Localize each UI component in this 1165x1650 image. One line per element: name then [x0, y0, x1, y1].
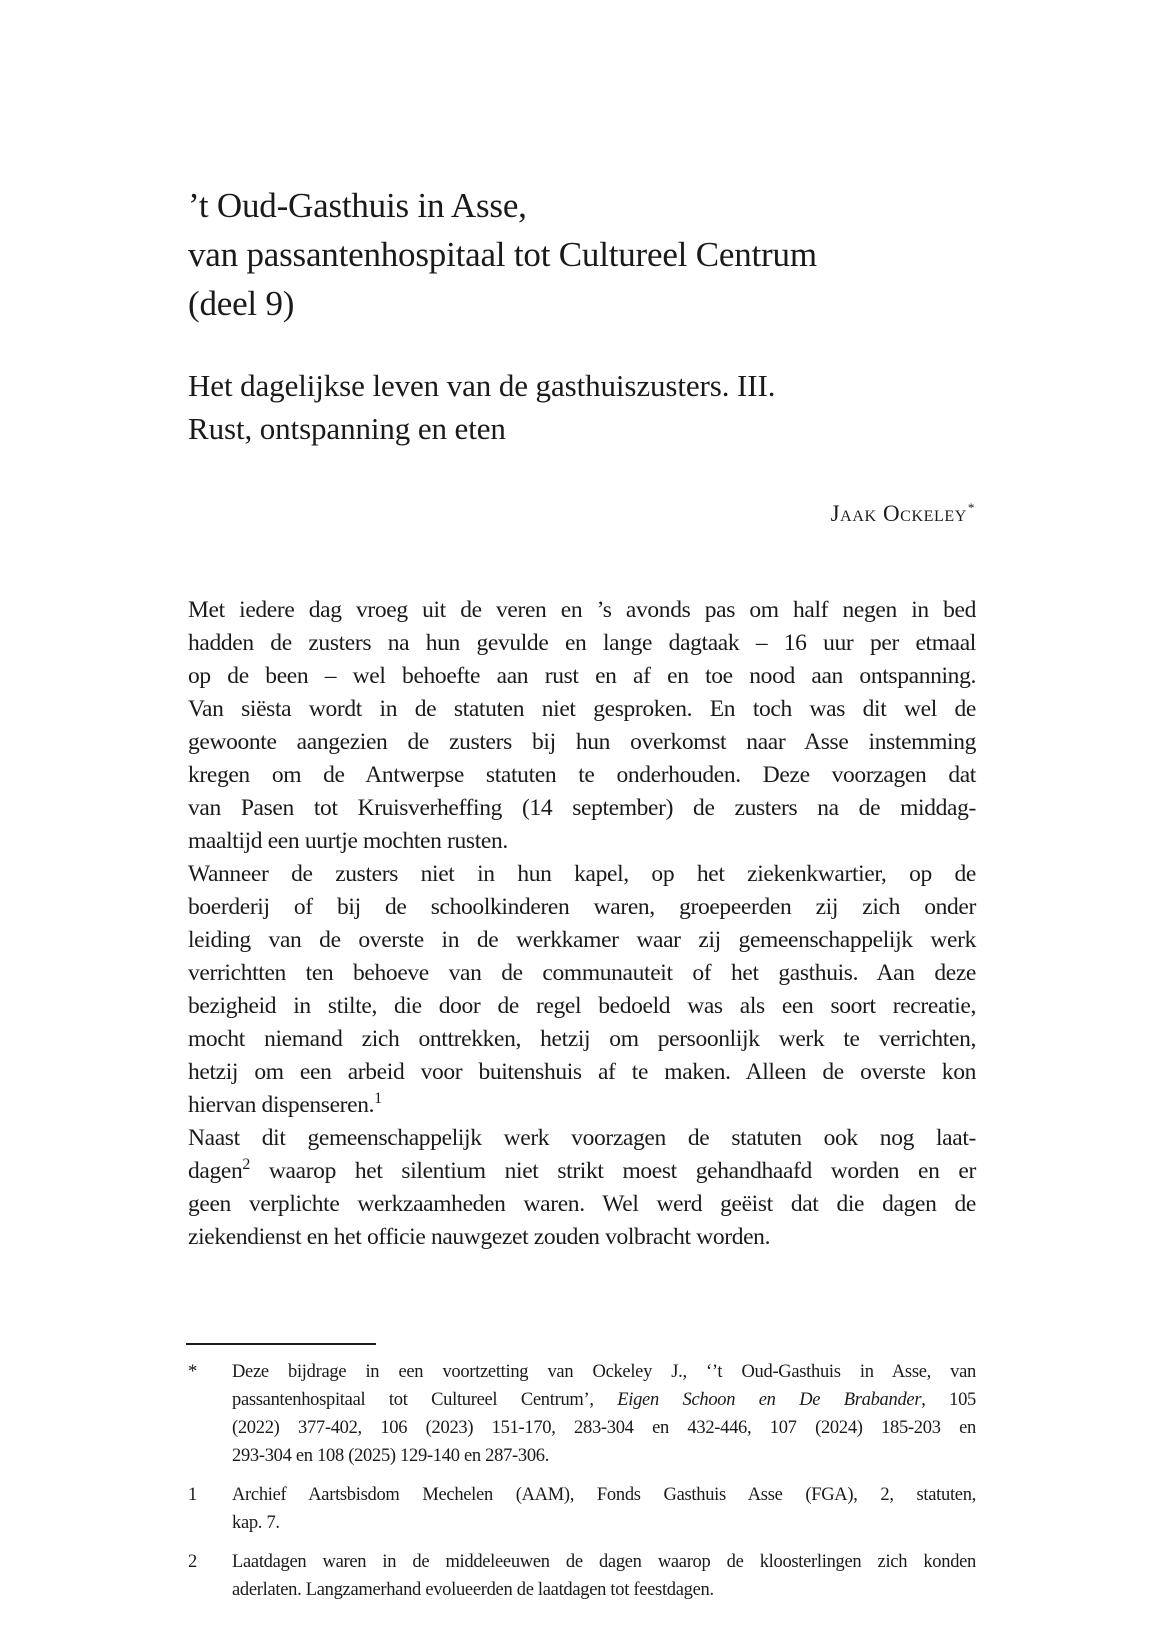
- title-line-3: (deel 9): [188, 284, 295, 323]
- body-line-text: dagen: [188, 1158, 243, 1184]
- body-line-text: waarop het silentium niet strikt moest gehandhaafd worden en er: [250, 1158, 976, 1184]
- body-line: verrichtten ten behoeve van de communauteit of het gasthuis. Aan deze: [188, 960, 976, 986]
- journal-title: Eigen Schoon en De Brabander: [617, 1390, 922, 1410]
- subtitle-line-2: Rust, ontspanning en eten: [188, 411, 506, 446]
- body-line: maaltijd een uurtje mochten rusten.: [188, 828, 508, 854]
- body-line: [188, 1155, 976, 1188]
- footnote-separator: [186, 1343, 376, 1345]
- footnote-ref-1[interactable]: 1: [374, 1090, 382, 1107]
- body-line: Met iedere dag vroeg uit de veren en ’s avonds pas om half negen in bed: [188, 597, 976, 623]
- body-line: hadden de zusters na hun gevulde en lange dagtaak – 16 uur per etmaal: [188, 630, 976, 656]
- footnote-line: 293-304 en 108 (2025) 129-140 en 287-306.: [232, 1446, 550, 1466]
- body-line: Van siësta wordt in de statuten niet gesproken. En toch was dit wel de: [188, 696, 976, 722]
- footnote-line: (2022) 377-402, 106 (2023) 151-170, 283-304 en 432-446, 107 (2024) 185-203 en: [232, 1418, 976, 1438]
- author-name: Jaak Ockeley: [830, 501, 967, 526]
- body-line: Wanneer de zusters niet in hun kapel, op het ziekenkwartier, op de: [188, 861, 976, 887]
- body-line: gewoonte aangezien de zusters bij hun overkomst naar Asse instemming: [188, 729, 976, 755]
- footnote-line: Laatdagen waren in de middeleeuwen de dagen waarop de kloosterlingen zich konden: [232, 1552, 976, 1572]
- body-line: leiding van de overste in de werkkamer waar zij gemeenschappelijk werk: [188, 927, 976, 953]
- title-line-2: van passantenhospitaal tot Cultureel Centrum: [188, 235, 817, 274]
- author-byline: [831, 500, 975, 528]
- footnote-ref-2[interactable]: 2: [242, 1156, 251, 1173]
- footnote-line: kap. 7.: [232, 1513, 280, 1533]
- footnote-text: , 105: [921, 1390, 976, 1410]
- body-line: [188, 1089, 976, 1122]
- footnote-mark: *: [188, 1362, 198, 1382]
- footnote-mark: 2: [188, 1552, 198, 1572]
- footnote-text: passantenhospitaal tot Cultureel Centrum’,: [232, 1390, 618, 1410]
- body-line: hetzij om een arbeid voor buitenshuis af te maken. Alleen de overste kon: [188, 1059, 976, 1085]
- body-line: boerderij of bij de schoolkinderen waren, groepeerden zij zich onder: [188, 894, 976, 920]
- body-line: ziekendienst en het officie nauwgezet zouden volbracht worden.: [188, 1224, 771, 1250]
- body-line: Naast dit gemeenschappelijk werk voorzagen de statuten ook nog laat-: [188, 1125, 976, 1151]
- body-line: geen verplichte werkzaamheden waren. Wel werd geëist dat die dagen de: [188, 1191, 976, 1217]
- title-line-1: ’t Oud-Gasthuis in Asse,: [188, 186, 527, 225]
- footnote-line: aderlaten. Langzamerhand evolueerden de laatdagen tot feestdagen.: [232, 1580, 714, 1600]
- footnote-line: Deze bijdrage in een voortzetting van Ockeley J., ‘’t Oud-Gasthuis in Asse, van: [232, 1362, 976, 1382]
- body-line: kregen om de Antwerpse statuten te onderhouden. Deze voorzagen dat: [188, 762, 976, 788]
- body-line-text: hiervan dispenseren.: [188, 1092, 375, 1118]
- body-line: mocht niemand zich onttrekken, hetzij om persoonlijk werk te verrichten,: [188, 1026, 976, 1052]
- body-line: op de been – wel behoefte aan rust en af en toe nood aan ontspanning.: [188, 663, 976, 689]
- body-line: bezigheid in stilte, die door de regel bedoeld was als een soort recreatie,: [188, 993, 976, 1019]
- author-footnote-mark: *: [967, 500, 975, 516]
- subtitle-line-1: Het dagelijkse leven van de gasthuiszusters. III.: [188, 368, 776, 403]
- body-line: van Pasen tot Kruisverheffing (14 september) de zusters na de middag-: [188, 795, 976, 821]
- footnote-line: Archief Aartsbisdom Mechelen (AAM), Fonds Gasthuis Asse (FGA), 2, statuten,: [232, 1485, 976, 1505]
- footnote-mark: 1: [188, 1485, 198, 1505]
- footnote-line: [232, 1386, 976, 1414]
